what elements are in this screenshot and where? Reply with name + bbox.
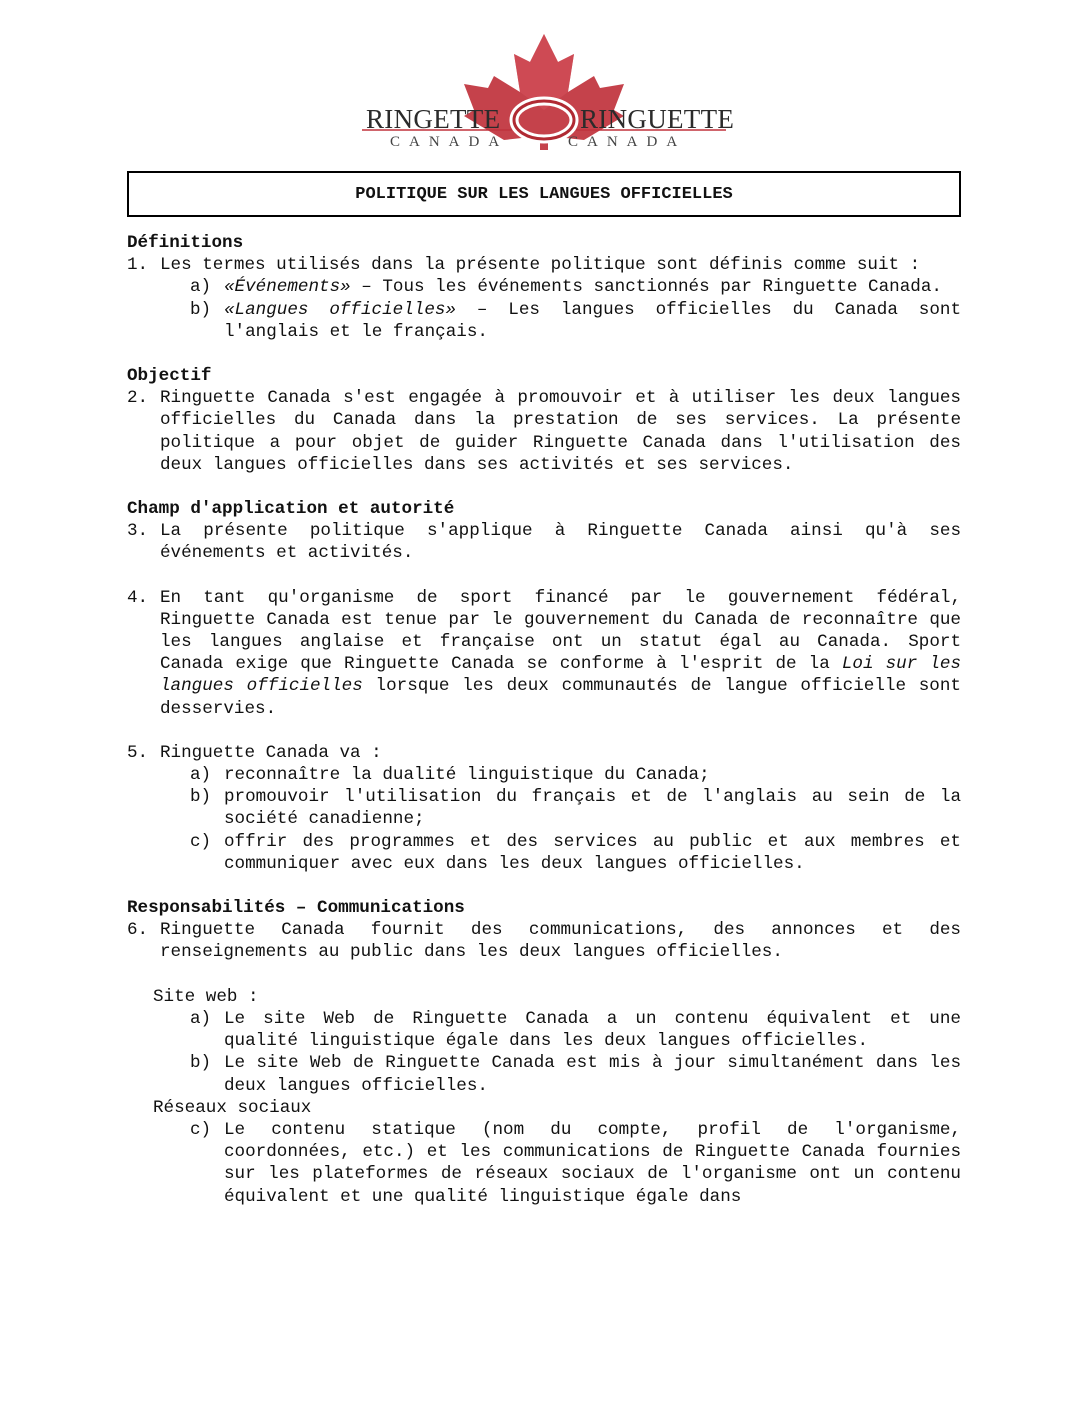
list-letter: b) xyxy=(190,1053,212,1074)
list-text: Le contenu statique (nom du compte, profil de l'organisme, coordonnées, etc.) et les communications de Ringuette Canada fournies sur les plateformes de réseaux sociaux de l'organisme ont un contenu équivalent et une qualité linguistique égale dans xyxy=(224,1119,961,1207)
definition-text xyxy=(224,276,961,298)
paragraph-number: 1. xyxy=(127,255,149,276)
definition-a xyxy=(190,276,961,298)
heading-responsabilites: Responsabilités – Communications xyxy=(127,898,465,919)
heading-champ-application: Champ d'application et autorité xyxy=(127,499,455,520)
heading-objectif: Objectif xyxy=(127,366,212,387)
paragraph-text: Ringuette Canada s'est engagée à promouvoir et à utiliser les deux langues officielles du Canada dans la prestation de ses services. La présente politique a pour objet de guider Ringuette Canada dans l'utilisation des deux langues officielles dans ses activités et ses services. xyxy=(160,388,961,475)
paragraph-4 xyxy=(127,587,961,720)
paragraph-1 xyxy=(127,254,961,276)
paragraph-number: 3. xyxy=(127,521,149,542)
definition-b xyxy=(190,299,961,343)
paragraph-text: Ringuette Canada va : xyxy=(160,742,382,763)
subheading-reseaux-sociaux: Réseaux sociaux xyxy=(153,1097,312,1118)
list-item-web-a xyxy=(190,1008,961,1052)
list-letter: a) xyxy=(190,1008,212,1029)
logo-word-ringette: RINGETTE xyxy=(366,104,501,134)
list-item-web-b xyxy=(190,1052,961,1096)
paragraph-number: 6. xyxy=(127,920,149,941)
policy-title: POLITIQUE SUR LES LANGUES OFFICIELLES xyxy=(127,171,961,217)
paragraph-text: La présente politique s'applique à Ringuette Canada ainsi qu'à ses événements et activités. xyxy=(160,521,961,564)
definition-body: – Les langues officielles du Canada sont l'anglais et le français. xyxy=(224,299,961,342)
list-letter: c) xyxy=(190,1119,212,1140)
logo-sub-canada-en: CANADA xyxy=(390,134,509,150)
list-letter: c) xyxy=(190,831,212,852)
paragraph-3 xyxy=(127,520,961,564)
list-letter: b) xyxy=(190,787,212,808)
list-text: Le site Web de Ringuette Canada a un contenu équivalent et une qualité linguistique égale dans les deux langues officielles. xyxy=(224,1008,961,1052)
list-text: reconnaître la dualité linguistique du Canada; xyxy=(224,765,710,786)
list-text: Le site Web de Ringuette Canada est mis à jour simultanément dans les deux langues officielles. xyxy=(224,1053,961,1096)
list-text: promouvoir l'utilisation du français et de l'anglais au sein de la société canadienne; xyxy=(224,787,961,830)
logo-sub-canada-fr: CANADA xyxy=(568,134,687,150)
paragraph-5 xyxy=(127,742,961,764)
paragraph-2 xyxy=(127,387,961,476)
definition-text xyxy=(224,299,961,343)
definition-body: – Tous les événements sanctionnés par Ringuette Canada. xyxy=(350,277,942,298)
list-item-5c xyxy=(190,831,961,875)
logo-word-ringuette: RINGUETTE xyxy=(580,104,735,134)
paragraph-text-part: lorsque les deux communautés de langue officielle sont desservies. xyxy=(160,676,961,719)
ringette-canada-logo xyxy=(362,32,735,154)
paragraph-6 xyxy=(127,919,961,963)
law-title: Loi sur les langues officielles xyxy=(160,654,961,697)
heading-definitions: Définitions xyxy=(127,233,244,253)
term-evenements: «Événements» xyxy=(224,277,351,298)
paragraph-text-part: En tant qu'organisme de sport financé par le gouvernement fédéral, Ringuette Canada est tenue par le gouvernement du Canada de reconnaître que les langues anglaise et française ont un statut égal au Canada. Sport Canada exige que Ringuette Canada se conforme à l'esprit de la xyxy=(160,587,961,675)
paragraph-text xyxy=(160,587,961,720)
paragraph-text: Ringuette Canada fournit des communications, des annonces et des renseignements au public dans les deux langues officielles. xyxy=(160,920,961,963)
term-langues-officielles: «Langues officielles» xyxy=(224,299,457,320)
list-text: offrir des programmes et des services au public et aux membres et communiquer avec eux dans les deux langues officielles. xyxy=(224,831,961,874)
paragraph-number: 2. xyxy=(127,388,149,409)
list-item-5a xyxy=(190,764,961,786)
policy-body xyxy=(127,232,961,1208)
paragraph-number: 5. xyxy=(127,742,149,763)
list-letter: a) xyxy=(190,765,212,786)
list-item-social-c xyxy=(190,1119,961,1208)
paragraph-number: 4. xyxy=(127,587,149,608)
subheading-site-web: Site web : xyxy=(153,986,259,1007)
list-letter: b) xyxy=(190,299,212,320)
paragraph-text: Les termes utilisés dans la présente politique sont définis comme suit : xyxy=(160,255,921,276)
list-item-5b xyxy=(190,786,961,830)
list-letter: a) xyxy=(190,277,212,298)
